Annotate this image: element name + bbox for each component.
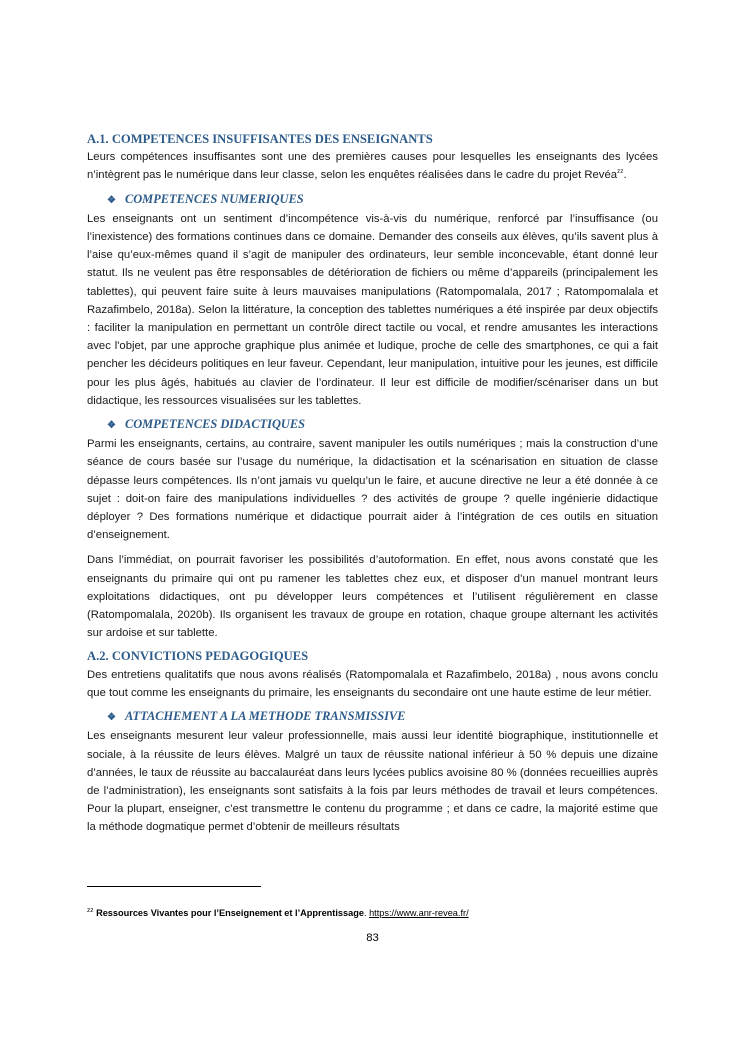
subheading-title: COMPETENCES NUMERIQUES [124, 191, 304, 206]
subheading-title: ATTACHEMENT A LA METHODE TRANSMISSIVE [124, 709, 406, 724]
footnote [87, 907, 658, 920]
page-number: 83 [366, 932, 379, 944]
footnote-separator [87, 886, 261, 887]
footnote-reference[interactable]: zz [617, 168, 624, 176]
paragraph-autoformation: Dans l’immédiat, on pourrait favoriser les possibilités d’autoformation. En effet, nous avons constaté que les enseignants du primaire qui ont pu ramener les tablettes chez eux, et disposer d’un manuel montrant leurs exploitations didactiques, ont pu développer leurs compétences et l’utilisent régulièrement en classe (Ratompomalala, 2020b). Ils organisent les travaux de groupe en rotation, chaque groupe alternant les activités sur ardoise et sur tablette. [87, 554, 658, 640]
footnote-marker: zz [87, 906, 94, 914]
diamond-bullet-icon: ❖ [107, 194, 116, 206]
paragraph-competences-didactiques: Parmi les enseignants, certains, au contraire, savent manipuler les outils numériques ; mais la construction d’une séance de cours basée sur l’usage du numérique, la didactisation et la scénarisation en situation de classe dépasse leurs compétences. Ils n’ont jamais vu quelqu’un le faire, et aucune directive ne leur a été donnée à ce sujet : doit-on faire des manipulations individuelles ? des activités de groupe ? quelle ingénierie didactique déployer ? Des formations numérique et didactique pourrait aider à l’intégration de ces outils en situation d’enseignement. [87, 438, 658, 542]
document-body [87, 130, 658, 837]
section-heading-a1: A.1. COMPETENCES INSUFFISANTES DES ENSEIGNANTS [87, 132, 433, 146]
section-a2-intro: Des entretiens qualitatifs que nous avons réalisés (Ratompomalala et Razafimbelo, 2018a) , nous avons conclu que tout comme les enseignants du primaire, les enseignants du secondaire ont une haute estime de leur métier. [87, 668, 658, 699]
subheading-methode-transmissive [87, 707, 658, 727]
section-a1-intro-end: . [623, 169, 627, 182]
section-a1-intro-text: Leurs compétences insuffisantes sont une des premières causes pour lesquelles les enseignants des lycées n’intègrent pas le numérique dans leur classe, selon les enquêtes réalisées dans le cadre du projet Revéa [87, 151, 658, 182]
footnote-link[interactable]: https://www.anr-revea.fr/ [369, 908, 469, 918]
section-a1-intro [87, 148, 658, 184]
section-heading-a2: A.2. CONVICTIONS PEDAGOGIQUES [87, 649, 309, 664]
paragraph-competences-numeriques: Les enseignants ont un sentiment d’incompétence vis-à-vis du numérique, renforcé par l’insuffisance (ou l’inexistence) des formations continues dans ce domaine. Demander des conseils aux élèves, qu’ils savent plus à l’aise qu’eux-mêmes quand il s’agit de manipuler des ordinateurs, leur semble inconcevable, étant donné leur statut. Ils ne veulent pas être responsables de détérioration de fichiers ou même d’appareils (principalement les tablettes), qui peuvent faire suite à leurs mauvaises manipulations (Ratompomalala, 2017 ; Ratompomalala et Razafimbelo, 2018a). Selon la littérature, la conception des tablettes numériques a été inspirée par deux objectifs : faciliter la manipulation en permettant un contrôle direct tactile ou vocal, et rendre amusantes les interactions avec l'objet, par une approche graphique plus animée et ludique, proche de celle des smartphones, ce qui a fait pencher les décideurs politiques en leur faveur. Cependant, leur manipulation, intuitive pour les jeunes, est difficile pour les plus âgés, habitués au clavier de l’ordinateur. Il leur est difficile de modifier/scénariser dans un but didactique, les ressources visualisées sur les tablettes. [87, 212, 658, 407]
subheading-competences-numeriques [87, 190, 658, 210]
subheading-competences-didactiques [87, 415, 658, 435]
footnote-separator-text: . [363, 908, 370, 918]
diamond-bullet-icon: ❖ [107, 712, 116, 724]
diamond-bullet-icon: ❖ [107, 420, 116, 432]
subheading-title: COMPETENCES DIDACTIQUES [124, 417, 306, 432]
paragraph-methode-transmissive: Les enseignants mesurent leur valeur professionnelle, mais aussi leur identité biographique, institutionnelle et sociale, à la réussite de leurs élèves. Malgré un taux de réussite national inférieur à 50 % depuis une dizaine d’années, le taux de réussite au baccalauréat dans leurs lycées publics avoisine 80 % (données recueillies auprès de l’administration), les enseignants sont satisfaits à la fois par leurs méthodes de travail et leurs compétences. Pour la plupart, enseigner, c’est transmettre le contenu du programme ; et dans ce cadre, la majorité estime que la méthode dogmatique permet d’obtenir de meilleurs résultats [87, 730, 658, 834]
footnote-title: Ressources Vivantes pour l’Enseignement et l’Apprentissage [96, 908, 364, 918]
